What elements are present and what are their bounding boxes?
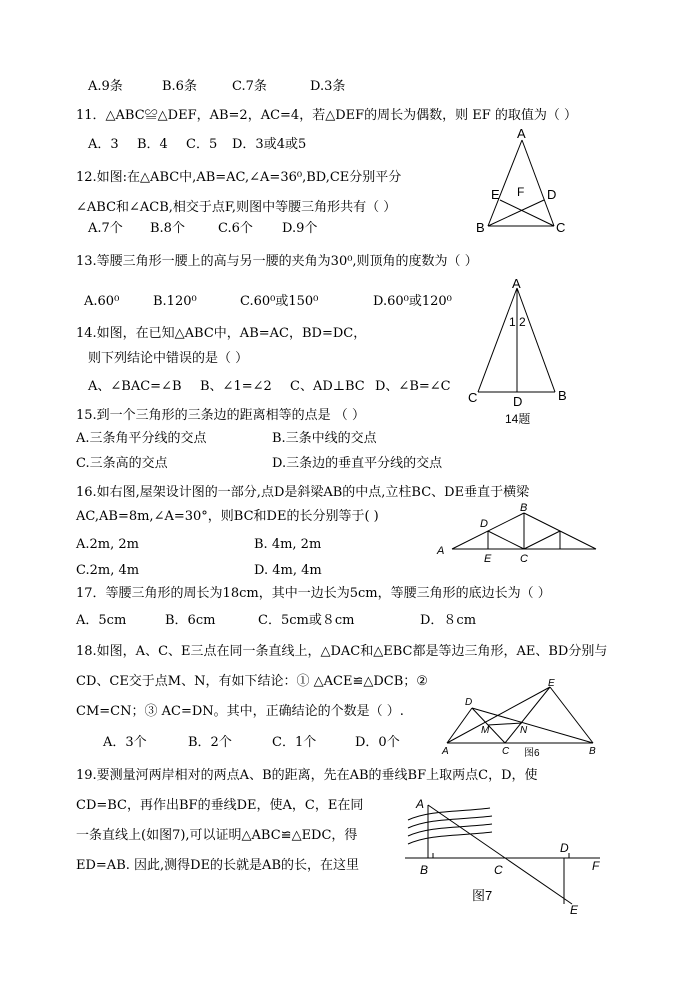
q19-river-line-3 (408, 824, 492, 836)
q18-option-c: C．1个 (272, 735, 317, 750)
q12-label-b: B (476, 220, 485, 235)
q13-stem: 13.等腰三角形一腰上的高与另一腰的夹角为30⁰,则顶角的度数为（ ） (76, 254, 478, 269)
q12-label-c: C (556, 220, 566, 235)
q15-option-b: B.三条中线的交点 (272, 431, 377, 446)
q19-river-line-2 (408, 816, 492, 828)
q16-label-e: E (484, 553, 492, 565)
q17-option-a: A．5cm (76, 613, 127, 628)
q16-option-a: A.2m, 2m (76, 537, 139, 552)
q18-label-c: C (502, 746, 510, 757)
q14-label-2: 2 (519, 315, 526, 329)
q14-figure (462, 276, 582, 426)
q19-label-a: A (416, 797, 425, 811)
q16-brace-right (524, 531, 560, 549)
q18-label-m: M (481, 725, 490, 736)
q15-stem: 15.到一个三角形的三条边的距离相等的点是 （ ） (76, 408, 365, 423)
q19-line-4: ED=AB. 因此,测得DE的长就是AB的长，在这里 (76, 858, 359, 873)
q18-side-eb (550, 687, 593, 743)
q14-option-a: A、∠BAC=∠B (88, 379, 182, 394)
q18-line-2: CD、CE交于点M、N，有如下结论：① △ACE≌△DCB；② (76, 674, 428, 689)
q19-label-f: F (592, 859, 600, 873)
q18-figure (440, 680, 605, 760)
q12-label-d: D (547, 187, 557, 202)
q16-label-b: B (520, 502, 528, 514)
q10-option-a: A.9条 (88, 79, 123, 94)
q11-option-b: B．4 (137, 137, 168, 152)
q18-segment-mn (488, 723, 522, 725)
q10-option-d: D.3条 (310, 79, 346, 94)
q16-label-a: A (437, 545, 445, 557)
q12-label-e: E (491, 187, 500, 202)
q17-option-d: D．８cm (420, 613, 477, 628)
q18-side-ad (447, 708, 472, 743)
q19-label-e: E (570, 903, 579, 917)
q12-label-f: F (517, 185, 525, 199)
q16-option-c: C.2m, 4m (76, 563, 140, 578)
q11-option-c: C．5 (186, 137, 218, 152)
q11-option-a: A．3 (88, 137, 119, 152)
q18-caption: 图6 (524, 748, 540, 759)
q14-label-c: C (468, 390, 478, 405)
q12-label-a: A (517, 126, 526, 141)
q16-option-b: B. 4m, 2m (254, 537, 322, 552)
q14-line-1: 14.如图，在已知△ABC中，AB=AC，BD=DC， (76, 326, 367, 341)
q13-option-d: D.60⁰或120⁰ (373, 294, 452, 309)
q14-side-ab (517, 288, 555, 392)
q19-line-3: 一条直线上(如图7),可以证明△ABC≌△EDC，得 (76, 828, 358, 843)
q18-label-n: N (520, 725, 528, 736)
q18-option-d: D．0个 (355, 735, 400, 750)
q18-side-ce (505, 687, 550, 743)
q17-option-c: C．5cm或８cm (258, 613, 355, 628)
q14-line-2: 则下列结论中错误的是（ ） (88, 351, 249, 366)
q16-label-c: C (520, 553, 528, 565)
q19-line-1: 19.要测量河两岸相对的两点A、B的距离，先在AB的垂线BF上取两点C，D，使 (76, 768, 538, 783)
q14-caption: 14题 (505, 412, 531, 426)
q19-right-angle-b (428, 853, 433, 858)
q10-option-c: C.7条 (232, 79, 267, 94)
q15-option-a: A.三条角平分线的交点 (76, 431, 207, 446)
q14-option-d: D、∠B=∠C (375, 379, 451, 394)
q19-caption: 图7 (472, 888, 493, 903)
q16-brace-left (488, 531, 524, 549)
q19-river-line-4 (408, 832, 492, 844)
q16-line-1: 16.如右图,屋架设计图的一部分,点D是斜梁AB的中点,立柱BC、DE垂直于横梁 (76, 485, 530, 500)
q19-line-2: CD=BC，再作出BF的垂线DE，使A，C，E在同 (76, 798, 364, 813)
q18-line-3: CM=CN；③ AC=DN。其中，正确结论的个数是（ ）. (76, 704, 404, 719)
q18-label-d: D (465, 697, 473, 708)
q12-line-1: 12.如图:在△ABC中,AB=AC,∠A=36⁰,BD,CE分别平分 (76, 170, 402, 185)
q18-segment-ae (447, 687, 550, 743)
q12-option-d: D.9个 (282, 221, 318, 236)
q16-label-d: D (480, 518, 488, 530)
q19-label-b: B (420, 863, 429, 877)
q13-option-c: C.60⁰或150⁰ (240, 294, 319, 309)
q18-option-a: A．3个 (103, 735, 147, 750)
q18-option-b: B．2个 (188, 735, 232, 750)
q14-label-a: A (512, 276, 521, 291)
q14-label-b: B (558, 388, 567, 403)
q19-label-c: C (494, 863, 503, 877)
q12-option-b: B.8个 (150, 221, 185, 236)
q18-label-b: B (589, 746, 596, 757)
q10-option-b: B.6条 (162, 79, 197, 94)
q19-figure (400, 790, 605, 915)
q11-stem: 11．△ABC≌△DEF，AB=2，AC=4，若△DEF的周长为偶数，则 EF 的取值为（ ） (76, 108, 578, 123)
q17-stem: 17．等腰三角形的周长为18cm，其中一边长为5cm，等腰三角形的底边长为（ ） (76, 586, 551, 601)
q15-option-d: D.三条边的垂直平分线的交点 (272, 456, 443, 471)
q12-line-2: ∠ABC和∠ACB,相交于点F,则图中等腰三角形共有（ ） (76, 200, 397, 215)
q11-option-d: D．3或4或5 (232, 137, 307, 152)
q18-label-a: A (442, 746, 449, 757)
q18-segment-bd (472, 708, 593, 743)
q17-option-b: B．6cm (165, 613, 216, 628)
q14-option-c: C、AD⊥BC (290, 379, 365, 394)
q14-label-1: 1 (509, 315, 516, 329)
q12-figure (470, 126, 590, 240)
q19-label-d: D (560, 841, 569, 855)
q16-line-2: AC,AB=8m,∠A=30°，则BC和DE的长分别等于( ) (76, 509, 379, 524)
q15-option-c: C.三条高的交点 (76, 456, 168, 471)
q18-label-e: E (548, 678, 555, 689)
q16-figure (434, 500, 604, 570)
q14-option-b: B、∠1=∠2 (200, 379, 272, 394)
q12-option-c: C.6个 (218, 221, 253, 236)
q12-option-a: A.7个 (88, 221, 123, 236)
q13-option-b: B.120⁰ (153, 294, 197, 309)
q16-option-d: D. 4m, 4m (254, 563, 322, 578)
q18-line-1: 18.如图，A、C、E三点在同一条直线上，△DAC和△EBC都是等边三角形，AE、BD分别与 (76, 644, 608, 659)
q13-option-a: A.60⁰ (84, 294, 120, 309)
q14-side-ac (478, 288, 517, 392)
q14-label-d: D (513, 394, 523, 409)
